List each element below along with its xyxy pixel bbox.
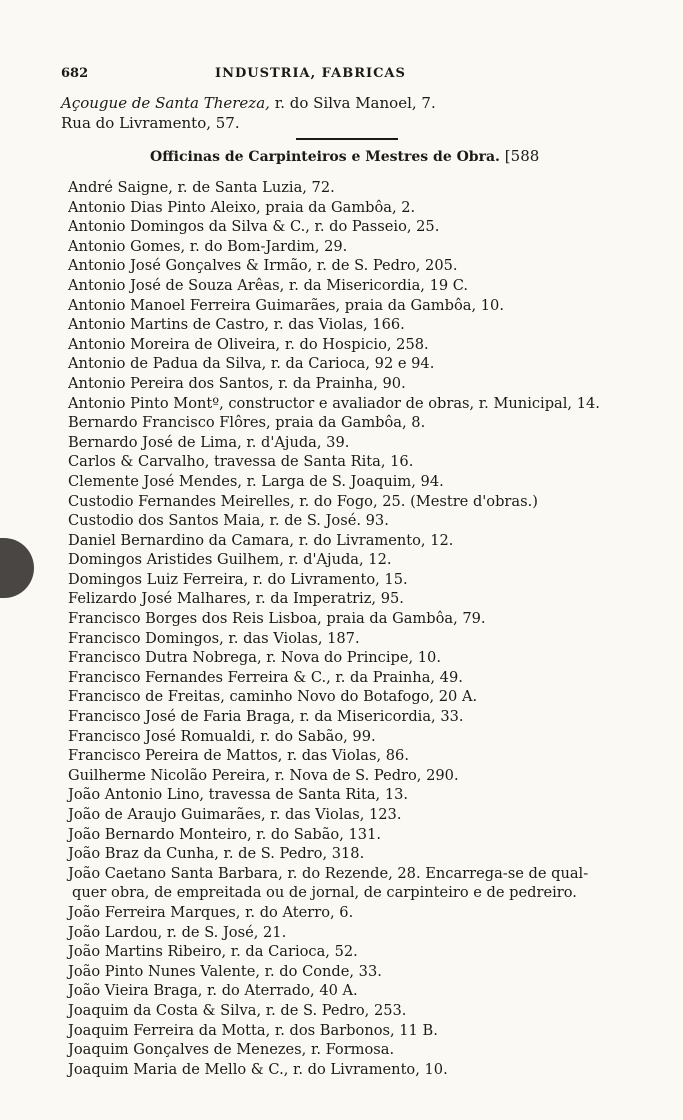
entry-text: Antonio Moreira de Oliveira, r. do Hospicio, 258. [68, 335, 429, 353]
entry-text: Francisco José de Faria Braga, r. da Misericordia, 33. [68, 708, 464, 726]
list-item [68, 531, 638, 551]
section-heading [150, 147, 539, 165]
list-item [68, 452, 638, 472]
list-item [68, 746, 638, 766]
entry-text: João Caetano Santa Barbara, r. do Rezende, 28. Encarrega-se de qual- [68, 864, 589, 882]
entry-text: Joaquim Gonçalves de Menezes, r. Formosa. [68, 1041, 395, 1059]
entry-text: Antonio Gomes, r. do Bom-Jardim, 29. [68, 237, 348, 255]
list-item [68, 394, 638, 414]
entry-text: João Martins Ribeiro, r. da Carioca, 52. [68, 943, 358, 961]
list-item [68, 237, 638, 257]
entry-name: Açougue de Santa Thereza, [61, 94, 270, 112]
list-item [68, 727, 638, 747]
directory-list [68, 178, 638, 1079]
list-item [68, 1001, 638, 1021]
list-item [68, 687, 638, 707]
entry-text: João de Araujo Guimarães, r. das Violas, 123. [68, 806, 402, 823]
page-edge-stain [0, 538, 34, 598]
list-item [68, 589, 638, 609]
entry-text: Antonio Manoel Ferreira Guimarães, praia da Gambôa, 10. [68, 296, 504, 314]
entry-text: Antonio Martins de Castro, r. das Violas, 166. [68, 316, 405, 334]
entry-text: Antonio José Gonçalves & Irmão, r. de S. Pedro, 205. [68, 257, 458, 275]
list-item [68, 864, 638, 903]
entry-text: João Vieira Braga, r. do Aterrado, 40 A. [68, 982, 358, 1000]
list-item [68, 844, 638, 864]
entry-text: João Pinto Nunes Valente, r. do Conde, 33. [68, 962, 382, 980]
list-item [68, 785, 638, 805]
entry-text: João Lardou, r. de S. José, 21. [68, 923, 287, 941]
list-item [68, 178, 638, 198]
list-item [68, 374, 638, 394]
list-item [68, 472, 638, 492]
entry-text: Bernardo José de Lima, r. d'Ajuda, 39. [68, 433, 350, 451]
section-divider [296, 138, 398, 140]
list-item [68, 413, 638, 433]
list-item [68, 766, 638, 786]
section-title: Officinas de Carpinteiros e Mestres de Obra. [150, 149, 500, 165]
running-title: INDUSTRIA, FABRICAS [215, 66, 406, 81]
list-item [68, 1040, 638, 1060]
entry-text: Daniel Bernardino da Camara, r. do Livramento, 12. [68, 531, 454, 549]
entry-text: Antonio Pinto Montº, constructor e avaliador de obras, r. Municipal, 14. [68, 394, 600, 412]
entry-text: Joaquim da Costa & Silva, r. de S. Pedro, 253. [68, 1001, 407, 1019]
list-item [68, 296, 638, 316]
entry-text: Francisco Dutra Nobrega, r. Nova do Principe, 10. [68, 649, 441, 667]
entry-text: João Antonio Lino, travessa de Santa Rita, 13. [68, 786, 409, 804]
list-item [68, 315, 638, 335]
list-item [68, 923, 638, 943]
entry-text: Bernardo Francisco Flôres, praia da Gambôa, 8. [68, 414, 426, 432]
list-item [68, 550, 638, 570]
list-item [68, 805, 638, 825]
entry-text: Custodio Fernandes Meirelles, r. do Fogo, 25. (Mestre d'obras.) [68, 492, 538, 510]
previous-section-entry [61, 93, 436, 113]
entry-text: João Braz da Cunha, r. de S. Pedro, 318. [68, 845, 365, 863]
page-number: 682 [61, 66, 89, 81]
entry-text: Domingos Aristides Guilhem, r. d'Ajuda, 12. [68, 551, 392, 569]
entry-text: Guilherme Nicolão Pereira, r. Nova de S. Pedro, 290. [68, 766, 459, 784]
list-item [68, 707, 638, 727]
entry-text: Felizardo José Malhares, r. da Imperatriz, 95. [68, 590, 404, 608]
list-item [68, 354, 638, 374]
entry-text: Joaquim Maria de Mello & C., r. do Livramento, 10. [68, 1060, 448, 1078]
list-item [68, 1060, 638, 1080]
list-item [68, 942, 638, 962]
list-item [68, 256, 638, 276]
entry-text: Francisco de Freitas, caminho Novo do Botafogo, 20 A. [68, 688, 478, 706]
list-item [68, 276, 638, 296]
entry-text: Francisco Fernandes Ferreira & C., r. da Prainha, 49. [68, 668, 463, 686]
entry-text: Carlos & Carvalho, travessa de Santa Rita, 16. [68, 453, 414, 471]
entry-text: João Ferreira Marques, r. do Aterro, 6. [68, 903, 354, 921]
entry-text: Domingos Luiz Ferreira, r. do Livramento, 15. [68, 570, 408, 588]
list-item [68, 433, 638, 453]
entry-text: João Bernardo Monteiro, r. do Sabão, 131. [68, 825, 381, 843]
list-item [68, 335, 638, 355]
list-item [68, 198, 638, 218]
list-item [68, 981, 638, 1001]
list-item [68, 668, 638, 688]
section-reference: [588 [504, 147, 540, 165]
entry-text: Clemente José Mendes, r. Larga de S. Joaquim, 94. [68, 472, 444, 490]
list-item [68, 511, 638, 531]
list-item [68, 217, 638, 237]
entry-text: Francisco Borges dos Reis Lisboa, praia da Gambôa, 79. [68, 610, 486, 628]
list-item [68, 570, 638, 590]
entry-text: Antonio Pereira dos Santos, r. da Prainha, 90. [68, 374, 406, 392]
list-item [68, 903, 638, 923]
entry-address: r. do Silva Manoel, 7. [274, 94, 436, 112]
entry-text: Francisco José Romualdi, r. do Sabão, 99. [68, 727, 376, 745]
list-item [68, 609, 638, 629]
previous-section-continuation: Rua do Livramento, 57. [61, 114, 240, 132]
entry-continuation: quer obra, de empreitada ou de jornal, de carpinteiro e de pedreiro. [72, 884, 577, 902]
entry-text: Antonio Domingos da Silva & C., r. do Passeio, 25. [68, 218, 440, 236]
entry-text: Antonio Dias Pinto Aleixo, praia da Gambôa, 2. [68, 198, 416, 216]
entry-text: Joaquim Ferreira da Motta, r. dos Barbonos, 11 B. [68, 1021, 438, 1039]
list-item [68, 648, 638, 668]
entry-text: Francisco Domingos, r. das Violas, 187. [68, 629, 360, 647]
entry-text: Antonio José de Souza Arêas, r. da Misericordia, 19 C. [68, 276, 469, 294]
list-item [68, 825, 638, 845]
list-item [68, 629, 638, 649]
entry-text: Antonio de Padua da Silva, r. da Carioca, 92 e 94. [68, 355, 435, 373]
entry-text: Custodio dos Santos Maia, r. de S. José. 93. [68, 512, 389, 530]
list-item [68, 962, 638, 982]
list-item [68, 492, 638, 512]
list-item [68, 1021, 638, 1041]
entry-text: Francisco Pereira de Mattos, r. das Violas, 86. [68, 747, 409, 765]
entry-text: André Saigne, r. de Santa Luzia, 72. [68, 179, 335, 196]
